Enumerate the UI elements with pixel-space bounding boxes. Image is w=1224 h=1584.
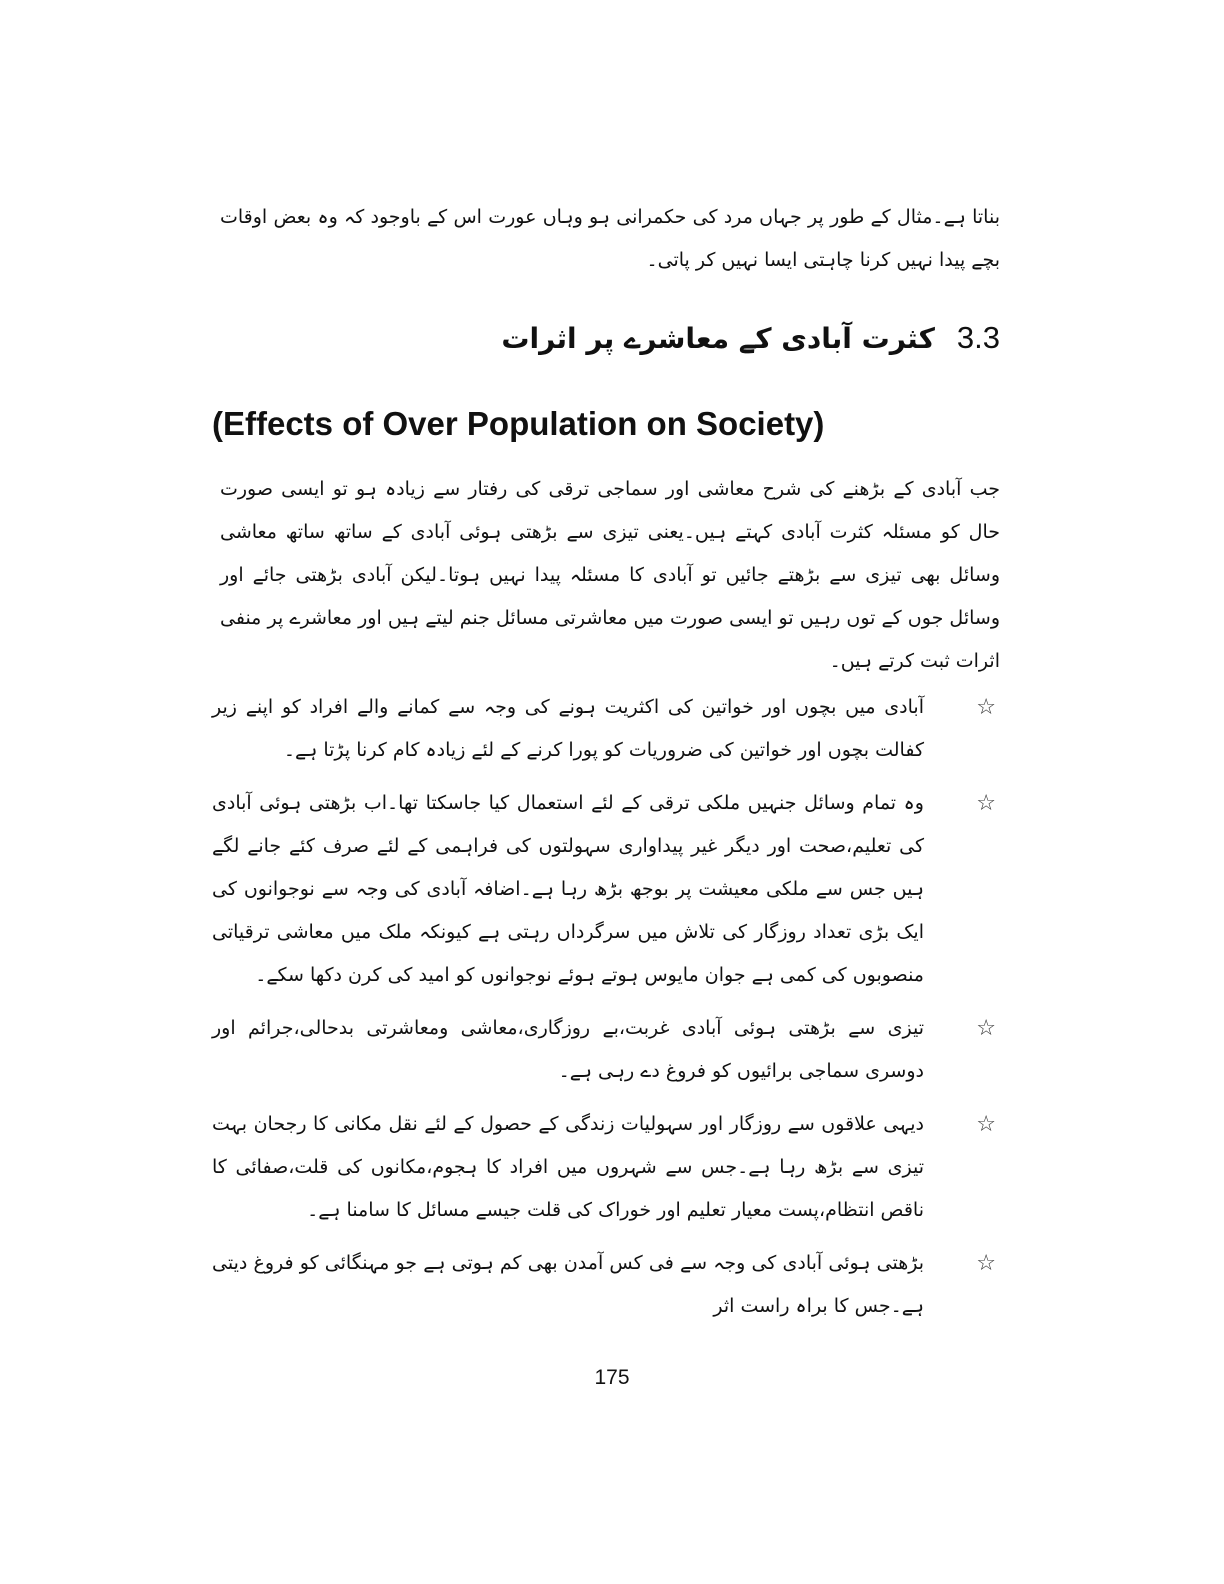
list-item-text: وہ تمام وسائل جنہیں ملکی ترقی کے لئے استعمال کیا جاسکتا تھا۔اب بڑھتی ہوئی آبادی کی تعلیم،صحت اور دیگر غیر پیداواری سہولتوں کی فراہمی کے لئے صرف کئے جانے لگے ہیں جس سے ملکی معیشت پر بوجھ بڑھ رہا ہے۔اضافہ آبادی کی وجہ سے نوجوانوں کی ایک بڑی تعداد روزگار کی تلاش میں سرگرداں رہتی ہے کیونکہ ملک میں معاشی ترقیاتی منصوبوں کی کمی ہے جوان مایوس ہوتے ہوئے نوجوانوں کو امید کی کرن دکھا سکے۔ — [212, 792, 924, 986]
list-item-text: تیزی سے بڑھتی ہوئی آبادی غربت،بے روزگاری،معاشی ومعاشرتی بدحالی،جرائم اور دوسری سماجی برائیوں کو فروغ دے رہی ہے۔ — [212, 1017, 924, 1082]
list-item — [212, 1242, 996, 1328]
list-item — [212, 1103, 996, 1232]
list-item — [212, 1007, 996, 1093]
main-paragraph: جب آبادی کے بڑھنے کی شرح معاشی اور سماجی ترقی کی رفتار سے زیادہ ہو تو ایسی صورت حال کو مسئلہ کثرت آبادی کہتے ہیں۔یعنی تیزی سے بڑھتی ہوئی آبادی کے ساتھ ساتھ معاشی وسائل بھی تیزی سے بڑھتے جائیں تو آبادی کا مسئلہ پیدا نہیں ہوتا۔لیکن آبادی بڑھتی جائے اور وسائل جوں کے توں رہیں تو ایسی صورت میں معاشرتی مسائل جنم لیتے ہیں اور معاشرے پر منفی اثرات ثبت کرتے ہیں۔ — [220, 478, 1000, 672]
list-item-text: دیہی علاقوں سے روزگار اور سہولیات زندگی کے حصول کے لئے نقل مکانی کا رجحان بہت تیزی سے بڑھ رہا ہے۔جس سے شہروں میں افراد کا ہجوم،مکانوں کی قلت،صفائی کا ناقص انتظام،پست معیار تعلیم اور خوراک کی قلت جیسے مسائل کا سامنا ہے۔ — [212, 1113, 924, 1221]
section-title-english: (Effects of Over Population on Society) — [212, 405, 825, 442]
list-item-text: بڑھتی ہوئی آبادی کی وجہ سے فی کس آمدن بھی کم ہوتی ہے جو مہنگائی کو فروغ دیتی ہے۔جس کا براہ راست اثر — [212, 1252, 924, 1317]
page-number: 175 — [594, 1366, 630, 1389]
section-number: 3.3 — [956, 320, 1000, 355]
list-item-text: آبادی میں بچوں اور خواتین کی اکثریت ہونے کی وجہ سے کمانے والے افراد کو اپنے زیر کفالت بچوں اور خواتین کی ضروریات کو پورا کرنے کے لئے زیادہ کام کرنا پڑتا ہے۔ — [212, 696, 924, 761]
section-heading — [220, 312, 1000, 364]
star-icon: ☆ — [976, 1016, 996, 1041]
list-item — [212, 782, 996, 997]
star-icon: ☆ — [976, 791, 996, 816]
section-title-urdu: کثرت آبادی کے معاشرے پر اثرات — [501, 321, 935, 355]
star-icon: ☆ — [976, 695, 996, 720]
star-icon: ☆ — [976, 1112, 996, 1137]
intro-paragraph: بناتا ہے۔مثال کے طور پر جہاں مرد کی حکمرانی ہو وہاں عورت اس کے باوجود کہ وہ بعض اوقات بچے پیدا نہیں کرنا چاہتی ایسا نہیں کر پاتی۔ — [220, 206, 1000, 271]
star-icon: ☆ — [976, 1251, 996, 1276]
list-item — [212, 686, 996, 772]
bullet-list — [212, 686, 996, 1338]
